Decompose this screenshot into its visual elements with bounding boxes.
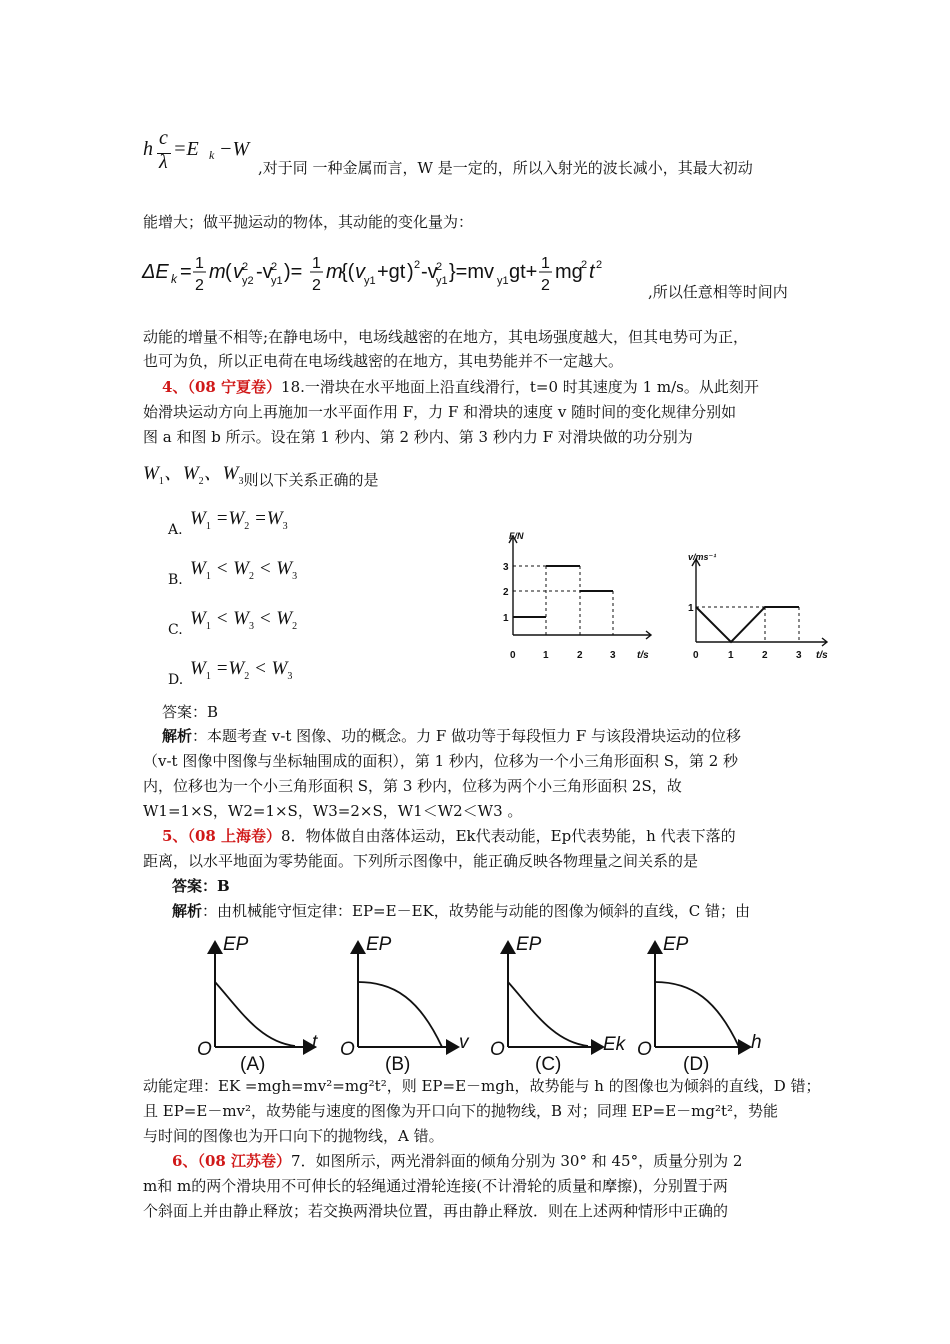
q4-option-d-expr: $W_1 =W_2 < W_3$ [190, 658, 293, 682]
svg-text:2: 2 [242, 261, 249, 273]
graph-a-ylabel: EP [223, 934, 249, 955]
svg-text:v: v [233, 261, 243, 283]
graph-f-xtick-0: 0 [510, 650, 516, 661]
graph-force-time [495, 530, 660, 665]
svg-text:t: t [589, 261, 595, 283]
graph-c-origin: O [490, 1039, 505, 1060]
q6-line-2: m和 m的两个滑块用不可伸长的轻绳通过滑轮连接(不计滑轮的质量和摩擦)，分别置于两 [143, 1177, 728, 1195]
graph-c-label: (C) [535, 1054, 562, 1075]
equation-kinetic-energy [140, 248, 650, 298]
q4-analysis-label: 解析 [162, 727, 193, 745]
q4-option-a-expr: $W_1 =W_2 =W_3$ [190, 508, 288, 532]
svg-text:2: 2 [271, 261, 278, 273]
q6-number: 6、 [172, 1152, 198, 1170]
graph-c-ylabel: EP [516, 934, 542, 955]
svg-text:gt+: gt+ [509, 261, 538, 283]
para-1-line-2: 能增大；做平抛运动的物体，其动能的变化量为： [143, 213, 474, 231]
q4-answer: 答案：B [162, 703, 219, 721]
q4-line-2: 始滑块运动方向上再施加一水平面作用 F，力 F 和滑块的速度 v 随时间的变化规律分别如 [143, 403, 737, 421]
svg-text:v: v [355, 261, 365, 283]
svg-text:(: ( [225, 261, 232, 283]
svg-text:-v: -v [421, 261, 438, 283]
q4-number: 4、 [162, 378, 188, 396]
q4-analysis-line-4: W1=1×S，W2=1×S，W3=2×S，W1＜W2＜W3 。 [143, 802, 523, 820]
equation-kinetic-energy-text [143, 248, 174, 249]
graph-d-origin: O [637, 1039, 652, 1060]
svg-text:2: 2 [541, 277, 550, 294]
graph-d [655, 942, 750, 1047]
graph-a [215, 942, 315, 1047]
graph-f-xtick-2: 2 [577, 650, 583, 661]
q5-analysis-label: 解析 [172, 902, 203, 920]
eq-lambda: λ [159, 151, 168, 173]
q4-analysis-line-3: 内，位移也为一个小三角形面积 S，第 3 秒内，位移为两个小三角形面积 2S，故 [143, 777, 682, 795]
svg-text:1: 1 [195, 255, 204, 272]
graph-v-xtick-1: 1 [728, 650, 734, 661]
q5-analysis-line-4: 与时间的图像也为开口向下的抛物线，A 错。 [143, 1127, 444, 1145]
graph-v-ytick-1: 1 [688, 603, 694, 614]
q5-line-2: 距离，以水平地面为零势能面。下列所示图像中，能正确反映各物理量之间关系的是 [143, 852, 699, 870]
graph-b-ylabel: EP [366, 934, 392, 955]
q5-line-1 [162, 826, 736, 846]
q4-text-1: 18.一滑块在水平地面上沿直线滑行，t=0 时其速度为 1 m/s。从此刻开 [281, 378, 759, 396]
graphs-ep [195, 930, 775, 1075]
graph-d-ylabel: EP [663, 934, 689, 955]
q4-option-c-expr: $W_1 < W_3 < W_2$ [190, 608, 298, 632]
svg-text:mg: mg [555, 261, 583, 283]
q4-analysis-line-2: （v-t 图像中图像与坐标轴围成的面积），第 1 秒内，位移为一个小三角形面积 S，第 2 秒 [143, 752, 739, 770]
graph-f-xtick-3: 3 [610, 650, 616, 661]
q5-answer: 答案：B [172, 877, 230, 895]
graph-v-xtick-3: 3 [796, 650, 802, 661]
svg-text:2: 2 [436, 261, 443, 273]
svg-text:=: = [180, 261, 192, 283]
q4-source: （08 宁夏卷） [187, 378, 282, 396]
svg-text:m: m [326, 261, 343, 283]
q5-source: （08 上海卷） [187, 827, 282, 845]
graph-velocity-time [678, 530, 838, 665]
q5-analysis-line-1 [172, 901, 750, 921]
graph-f-xlabel: t/s [637, 650, 649, 661]
svg-text:k: k [171, 272, 177, 286]
graph-f-xtick-1: 1 [543, 650, 549, 661]
q4-line-4 [143, 458, 379, 487]
graph-c-xlabel: Ek [603, 1034, 626, 1055]
eq-c: c [159, 127, 168, 149]
q6-source: （08 江苏卷） [197, 1152, 292, 1170]
graph-v-line [696, 607, 799, 642]
eq-rhs: =E [173, 138, 199, 160]
q4-analysis-line-1 [162, 726, 741, 746]
para-2-line-1: 动能的增量不相等;在静电场中，电场线越密的在地方，其电场强度越大，但其电势可为正， [143, 328, 749, 346]
svg-text:{(: {( [341, 261, 355, 283]
svg-text:2: 2 [195, 277, 204, 294]
q5-number: 5、 [162, 827, 188, 845]
graph-f-ylabel: F/N [509, 531, 524, 541]
graph-d-xlabel: h [751, 1032, 762, 1053]
svg-text:y1: y1 [497, 275, 509, 287]
svg-text:1: 1 [541, 255, 550, 272]
svg-text:2: 2 [581, 259, 588, 271]
graph-b-origin: O [340, 1039, 355, 1060]
q4-text-4: 则以下关系正确的是 [243, 471, 379, 489]
q5-analysis-line-3: 且 EP=E－mv²，故势能与速度的图像为开口向下的抛物线，B 对；同理 EP=E－mg²t²，势能 [143, 1102, 779, 1120]
para-1-line-1: ,对于同 一种金属而言，W 是一定的，所以入射光的波长减小，其最大初动 [258, 159, 753, 177]
svg-text:2: 2 [414, 259, 421, 271]
graph-a-origin: O [197, 1039, 212, 1060]
graph-b [358, 942, 458, 1047]
svg-text:m: m [209, 261, 226, 283]
q5-analysis-text-1: ：由机械能守恒定律：EP=E－EK，故势能与动能的图像为倾斜的直线，C 错；由 [202, 902, 750, 920]
q4-line-3: 图 a 和图 b 所示。设在第 1 秒内、第 2 秒内、第 3 秒内力 F 对滑块做的功分别为 [143, 428, 693, 446]
svg-text:ΔE: ΔE [142, 261, 169, 283]
q4-line-1 [162, 377, 759, 397]
svg-text:y1: y1 [436, 275, 448, 287]
svg-text:)=: )= [284, 261, 303, 283]
svg-text:y1: y1 [364, 275, 376, 287]
q5-text-1: 8．物体做自由落体运动，Ek代表动能，Ep代表势能，h 代表下落的 [281, 827, 736, 845]
graph-c [508, 942, 603, 1047]
q4-option-b-label: B. [168, 572, 183, 588]
q6-line-3: 个斜面上并由静止释放；若交换两滑块位置，再由静止释放．则在上述两种情形中正确的 [143, 1202, 729, 1220]
svg-text:+gt: +gt [377, 261, 406, 283]
graph-f-ytick-3: 3 [503, 562, 509, 573]
graph-f-ytick-2: 2 [503, 587, 509, 598]
q4-analysis-text-1: ：本题考查 v-t 图像、功的概念。力 F 做功等于每段恒力 F 与该段滑块运动的位移 [192, 727, 742, 745]
eq-minus-w: −W [219, 138, 250, 160]
q4-option-b-expr: $W_1 < W_2 < W_3$ [190, 558, 298, 582]
svg-text:y2: y2 [242, 275, 254, 287]
graph-b-label: (B) [385, 1054, 411, 1075]
eq-k-sub: k [209, 148, 215, 162]
q4-option-a-label: A. [168, 522, 183, 538]
svg-text:-v: -v [256, 261, 273, 283]
equation-photoelectric [143, 127, 263, 183]
graph-a-xlabel: t [312, 1032, 318, 1053]
q4-w-symbols: $W_1$、$W_2$、$W_3$ [143, 463, 244, 487]
q4-option-c-label: C. [168, 622, 183, 638]
graph-b-xlabel: v [459, 1032, 469, 1053]
eq2-tail: ,所以任意相等时间内 [648, 283, 788, 301]
graph-v-xtick-0: 0 [693, 650, 699, 661]
q5-analysis-line-2: 动能定理：EK =mgh=mv²=mg²t²，则 EP=E－mgh，故势能与 h 的图像也为倾斜的直线，D 错； [143, 1077, 821, 1095]
svg-text:): ) [407, 261, 414, 283]
graph-f-ytick-1: 1 [503, 613, 509, 624]
svg-text:}=mv: }=mv [449, 261, 495, 283]
q4-option-d-label: D. [168, 672, 184, 688]
graph-a-label: (A) [240, 1054, 266, 1075]
svg-text:2: 2 [312, 277, 321, 294]
q6-text-1: 7．如图所示，两光滑斜面的倾角分别为 30° 和 45°，质量分别为 2 [291, 1152, 743, 1170]
graph-d-label: (D) [683, 1054, 710, 1075]
svg-text:1: 1 [312, 255, 321, 272]
graph-v-ylabel: v/ms⁻¹ [688, 552, 717, 562]
eq-h: h [143, 138, 153, 160]
svg-text:y1: y1 [271, 275, 283, 287]
graph-v-xtick-2: 2 [762, 650, 768, 661]
para-2-line-2: 也可为负，所以正电荷在电场线越密的在地方，其电势能并不一定越大。 [143, 352, 624, 370]
svg-text:2: 2 [596, 259, 603, 271]
q6-line-1 [172, 1151, 742, 1171]
graph-v-xlabel: t/s [816, 650, 828, 661]
